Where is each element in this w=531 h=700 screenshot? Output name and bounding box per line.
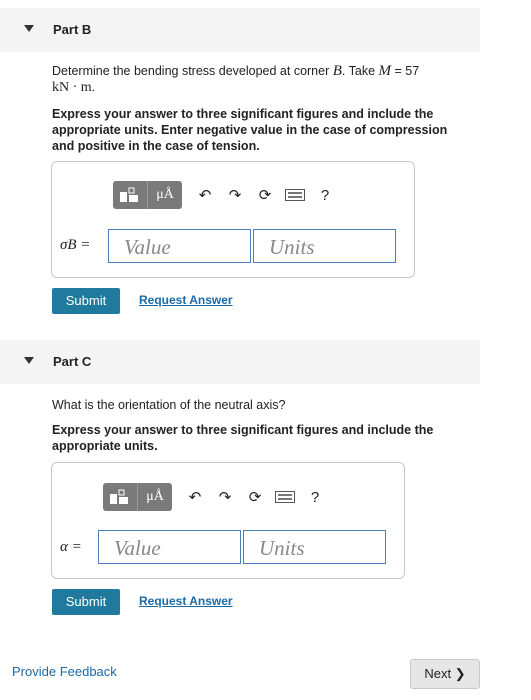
part-b-toolbar [113, 181, 340, 209]
part-b-units-field[interactable]: Units [253, 229, 396, 263]
undo-icon[interactable]: ↶ [188, 489, 202, 506]
keyboard-icon[interactable] [280, 181, 310, 209]
alpha-label: α = [60, 539, 82, 555]
question-text: Determine the bending stress developed at corner [52, 64, 333, 78]
keyboard-icon[interactable] [270, 483, 300, 511]
part-c-instruction: Express your answer to three significant figures and include the appropriate units. [52, 423, 434, 453]
part-c-toolbar [103, 483, 330, 511]
part-b-request-answer-link[interactable]: Request Answer [139, 293, 233, 307]
part-c-answer-box [51, 462, 405, 579]
moment-unit: kN · m [52, 80, 92, 95]
corner-var: B [332, 63, 342, 79]
part-c-units-field[interactable]: Units [243, 530, 386, 564]
part-b-submit-button[interactable]: Submit [52, 288, 120, 314]
provide-feedback-link[interactable]: Provide Feedback [12, 664, 117, 679]
part-b-header[interactable] [0, 8, 480, 52]
reset-icon[interactable]: ⟳ [258, 187, 272, 204]
moment-var: M [378, 63, 392, 79]
part-c-value-field[interactable]: Value [98, 530, 241, 564]
part-c-header[interactable] [0, 340, 480, 384]
part-c-question: What is the orientation of the neutral axis? [52, 398, 286, 412]
format-buttons [113, 181, 182, 209]
templates-icon[interactable] [113, 181, 148, 209]
part-b-title: Part B [53, 22, 92, 37]
part-c-title: Part C [53, 354, 92, 369]
help-icon[interactable]: ? [310, 488, 320, 506]
redo-icon[interactable]: ↷ [218, 489, 232, 506]
part-b-answer-box [51, 161, 415, 278]
format-buttons [103, 483, 172, 511]
units-button[interactable]: μÅ [148, 181, 182, 209]
help-icon[interactable]: ? [320, 186, 330, 204]
part-b-value-field[interactable]: Value [108, 229, 251, 263]
question-text-mid: . Take [341, 64, 379, 78]
moment-end: . [91, 80, 96, 94]
collapse-caret-icon[interactable] [24, 357, 34, 364]
reset-icon[interactable]: ⟳ [248, 489, 262, 506]
redo-icon[interactable]: ↷ [228, 187, 242, 204]
moment-value: = 57 [391, 64, 420, 78]
part-c-request-answer-link[interactable]: Request Answer [139, 594, 233, 608]
units-button[interactable]: μÅ [138, 483, 172, 511]
part-b-question [52, 63, 472, 96]
templates-icon[interactable] [103, 483, 138, 511]
undo-icon[interactable]: ↶ [198, 187, 212, 204]
part-b-instruction: Express your answer to three significant figures and include the appropriate units. Enter negative value in the case of compression and positive in the case of tension. [52, 107, 448, 153]
sigma-b-label: σB = [60, 237, 91, 253]
collapse-caret-icon[interactable] [24, 25, 34, 32]
next-button[interactable]: Next ❯ [410, 659, 480, 689]
part-c-submit-button[interactable]: Submit [52, 589, 120, 615]
